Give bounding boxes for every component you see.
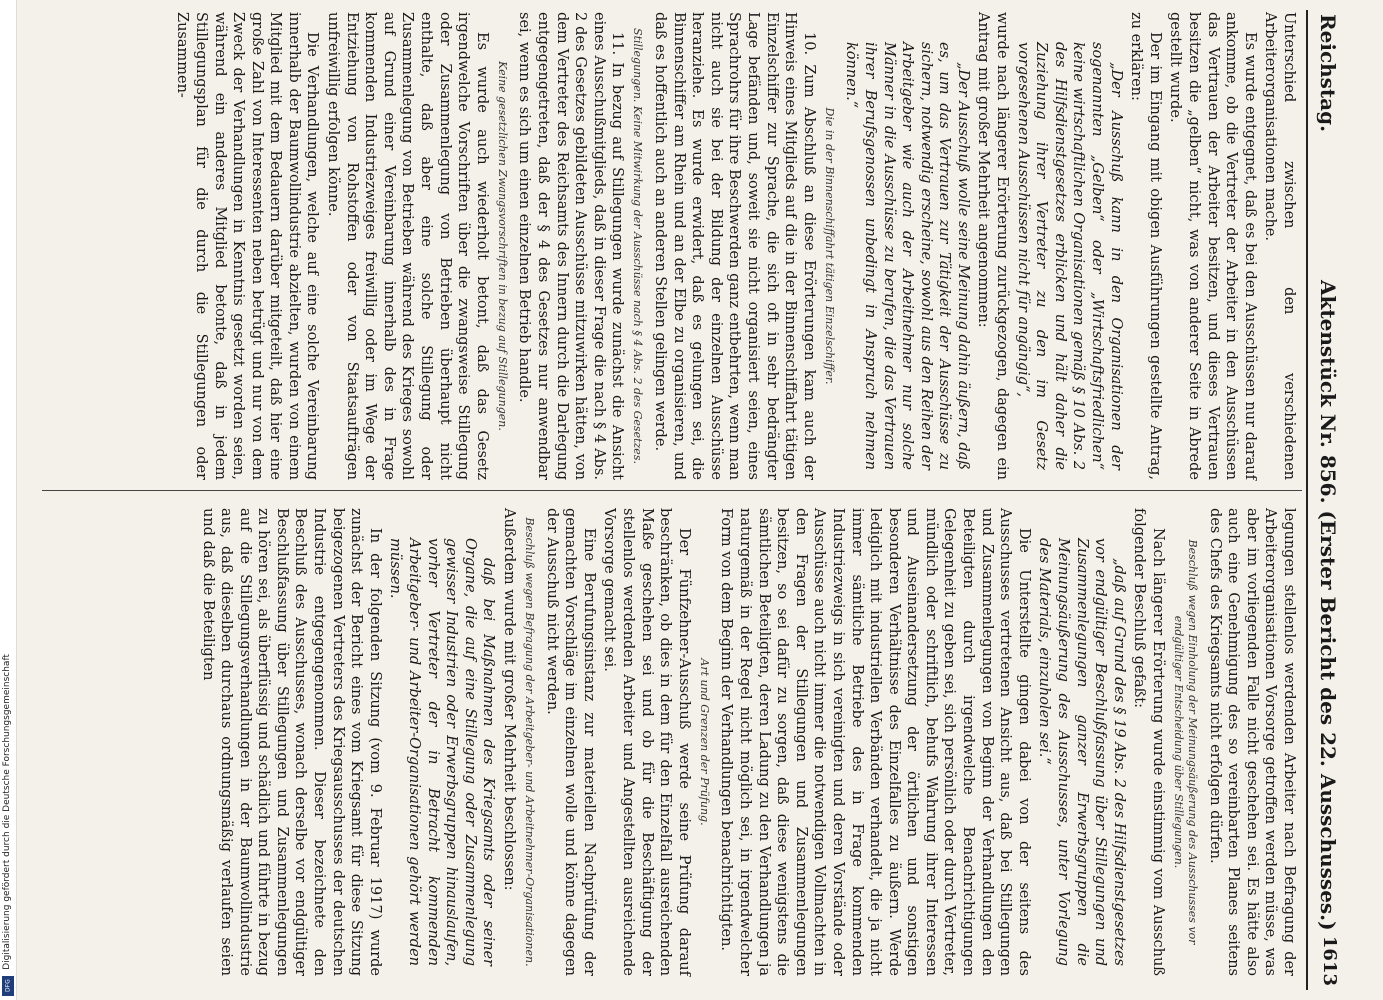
paragraph: Die Unterstellte gingen dabei von der seitens des Ausschusses vertretenen Ansicht aus, daß bei Stillegungen und Zusammenlegungen von Beginn der Verhandlungen den Beteiligten durch irgendwelche Benachrichtigungen Gelegenheit zu geben sei, sich persönlich oder durch Vertreter, mündlich oder schriftlich, behufs Wahrung ihrer Interessen und Auseinandersetzung der örtlichen und sonstigen besonderen Verhältnisse des Einzelfalles zu äußern. Werde lediglich mit industriellen Verbänden verhandelt, die ja nicht immer sämtliche Betriebe des in Frage kommenden Industriezweigs in sich vereinigten und deren Vorstände oder Ausschüsse auch nicht immer die notwendigen Vollmachten in den Fragen der Stillegungen und Zusammenlegungen besitzen, so sei dafür zu sorgen, daß diese wenigstens die sämtlichen Beteiligten, deren Ladung zu den Verhandlungen ja naturgemäß in der Regel nicht möglich sei, in irgendwelcher Form von dem Beginn der Verhandlungen benachrichtigten. <box>718 508 1032 976</box>
paragraph: wurde nach längerer Erörterung zurückgezogen, dagegen ein Antrag mit großer Mehrheit angenommen: <box>975 12 1011 480</box>
paragraph: Außerdem wurde mit großer Mehrheit beschlossen: <box>501 508 518 891</box>
quote: „Der Ausschuß kann in den Organisationen der sogenannten „Gelben“ oder „Wirtschaftsfriedlichen“ keine wirtschaftlichen Organisationen gemäß § 10 Abs. 2 des Hilfsdienstgesetzes erblicken und hält daher die Zuziehung ihrer Vertreter zu den im Gesetz vorgesehenen Ausschüssen nicht für angängig“, <box>1014 42 1124 470</box>
paragraph: Unterschied zwischen den verschiedenen Arbeiterorganisationen mache. <box>1262 12 1297 480</box>
section-heading: Art und Grenzen der Prüfung. <box>697 658 711 826</box>
paragraph: Es wurde entgegnet, daß es bei den Ausschüssen nur darauf ankomme, ob die Vertreter der Arbeiter in den Ausschüssen das Vertrauen der Arbeiter besitzen, und dieses Vertrauen besitzen die „gelben“ nicht, was von anderer Seite in Abrede gestellt wurde. <box>1167 12 1258 480</box>
header-center: Aktenstück Nr. 856. (Erster Bericht des 22. Ausschusses.) <box>1316 280 1340 931</box>
left-column <box>171 12 1298 480</box>
paragraph: 10. Zum Abschluß an diese Erörterungen kam auch der Hinweis eines Mitglieds auf die in der Binnenschiffahrt tätigen Einzelschiffer zur Sprache, die sich oft in sehr bedrängter Lage befänden und, soweit sie nicht organisiert seien, eines Sprachrohrs für ihre Beschwerden ganz entbehrten, wenn man nicht auch sie bei der Bildung der einzelnen Ausschüsse heranziehe. Es wurde erwidert, daß es gelungen sei, die Binnenschiffer am Rhein und an der Elbe zu organisieren, und daß es hoffentlich auch an anderen Stellen gelingen werde. <box>652 12 817 480</box>
paragraph: legungen stellenlos werdenden Arbeiter nach Befragung der Arbeiterorganisationen Vorsorge getroffen werden müsse, was aber im vorliegenden Falle nicht geschehen sei. Es hätte also auch eine Genehmigung des so vereinbarten Planes seitens des Chefs des Kriegsamts nicht erfolgen dürfen. <box>1206 508 1297 976</box>
right-column <box>196 508 1298 976</box>
quote: „daß auf Grund des § 19 Abs. 2 des Hilfsdienstgesetzes vor endgültiger Beschlußfassung über Stillegungen und Zusammenlegungen ganzer Erwerbsgruppen die Meinungsäußerung des Ausschusses, unter Vorlegung des Materials, einzuholen sei.“ <box>1036 538 1127 966</box>
section-heading: Die in der Binnenschiffahrt tätigen Einzelschiffer. <box>822 107 836 385</box>
column-divider <box>42 490 1302 491</box>
credit-label: Digitalisierung gefördert durch die Deutsche Forschungsgemeinschaft <box>2 654 12 970</box>
paragraph: Eine Berufungsinstanz zur materiellen Nachprüfung der gemachten Vorschläge im einzelnen wolle und könne dagegen der Ausschuß nicht werden. <box>543 508 597 976</box>
header-left: Reichstag. <box>1316 14 1340 133</box>
section-heading: Beschluß wegen Einholung der Meinungsäußerung des Ausschusses vor endgültiger Entscheidung über Stillegungen. <box>1172 539 1200 945</box>
paragraph: Es wurde auch wiederholt betont, daß das Gesetz irgendwelche Vorschriften über die zwangsweise Stillegung oder Zusammenlegung von Betrieben überhaupt nicht enthalte, daß aber eine solche Stillegung oder Zusammenlegung von Betrieben während des Krieges sowohl auf Grund einer Vereinbarung innerhalb des in Frage kommenden Industriezweiges freiwillig oder im Wege der Entziehung von Rohstoffen oder von Staatsaufträgen unfreiwillig erfolgen könne. <box>325 12 490 480</box>
rotated-page-content <box>24 0 1364 1000</box>
quote: daß bei Maßnahmen des Kriegsamts oder seiner Organe, die auf eine Stillegung oder Zusammenlegung gewisser Industrien oder Erwerbsgruppen hinauslaufen, vorher Vertreter der in Betracht kommenden Arbeitgeber- und Arbeiter-Organisationen gehört werden müssen. <box>387 538 497 966</box>
page-number: 1613 <box>1319 935 1340 986</box>
paragraph: Der im Eingang mit obigen Ausführungen gestellte Antrag, zu erklären: <box>1128 12 1163 480</box>
paragraph: 11. In bezug auf Stillegungen wurde zunächst die Ansicht eines Ausschußmitglieds, daß in dieser Frage die nach § 4 Abs. 2 des Gesetzes gebildeten Ausschüsse mitzuwirken hätten, von dem Vertreter des Reichsamts des Innern durch die Darlegung entgegengetreten, daß der § 4 des Gesetzes nur anwendbar sei, wenn es sich um einen einzelnen Betrieb handle. <box>516 12 626 480</box>
dfg-logo-icon: DFG <box>2 976 14 996</box>
paragraph: Der Fünfzehner-Ausschuß werde seine Prüfung darauf beschränken, ob dies in dem für den Einzelfall ausreichenden Maße geschehen sei und ob für die Beschäftigung der stellenlos werdenden Arbeiter und Angestellten ausreichende Vorsorge gemacht sei. <box>601 508 692 976</box>
paragraph: Die Verhandlungen, welche auf eine solche Vereinbarung innerhalb der Baumwollindustrie abzielten, wurden von einem Mitglied mit dem Bedauern darüber mitgeteilt, daß hier eine große Zahl von Interessenten neben betrügt und nur von dem Zweck der Verhandlungen in Kenntnis gesetzt worden seien, während ein anderes Mitglied betonte, daß in jedem Stillegungsplan für die durch die Stillegungen oder Zusammen- <box>174 12 321 480</box>
section-heading: Beschluß wegen Befragung der Arbeitgeber- und Arbeitnehmer-Organisationen. <box>523 517 537 967</box>
section-heading: Stillegungen. Keine Mitwirkung der Ausschüsse nach § 4 Abs. 2 des Gesetzes. <box>631 28 645 464</box>
page-header <box>1306 10 1346 990</box>
paragraph: In der folgenden Sitzung (vom 9. Februar 1917) wurde zunächst der Bericht eines vom Kriegsamt für diese Sitzung beigezogenen Vertreters des Kriegsausschusses der deutschen Industrie entgegengenommen. Dieser bezeichnete den Beschluß des Ausschusses, wonach derselbe vor endgültiger Beschlußfassung über Stillegungen und Zusammenlegungen zu hören sei, als überflüssig und schädlich und führte in bezug auf die Stillegungsverhandlungen in der Baumwollindustrie aus, daß dieselben durchaus ordnungsmäßig verlaufen seien und daß die Beteiligten <box>199 508 383 976</box>
section-heading: Keine gesetzlichen Zwangsvorschriften in bezug auf Stillegungen. <box>495 61 509 431</box>
sidebar <box>0 0 17 1000</box>
paragraph: Nach längerer Erörterung wurde einstimmig vom Ausschuß folgender Beschluß gefaßt: <box>1131 508 1167 976</box>
quote: „Der Ausschuß wolle seine Meinung dahin äußern, daß es, um das Vertrauen zur Tätigkeit der Ausschüsse zu sichern, notwendig erscheine, sowohl aus den Reihen der Arbeitgeber wie auch der Arbeitnehmer nur solche Männer in die Ausschüsse zu berufen, die das Vertrauen ihrer Berufsgenossen unbedingt in Anspruch nehmen können.“ <box>843 42 971 470</box>
document-page <box>24 0 1364 1000</box>
